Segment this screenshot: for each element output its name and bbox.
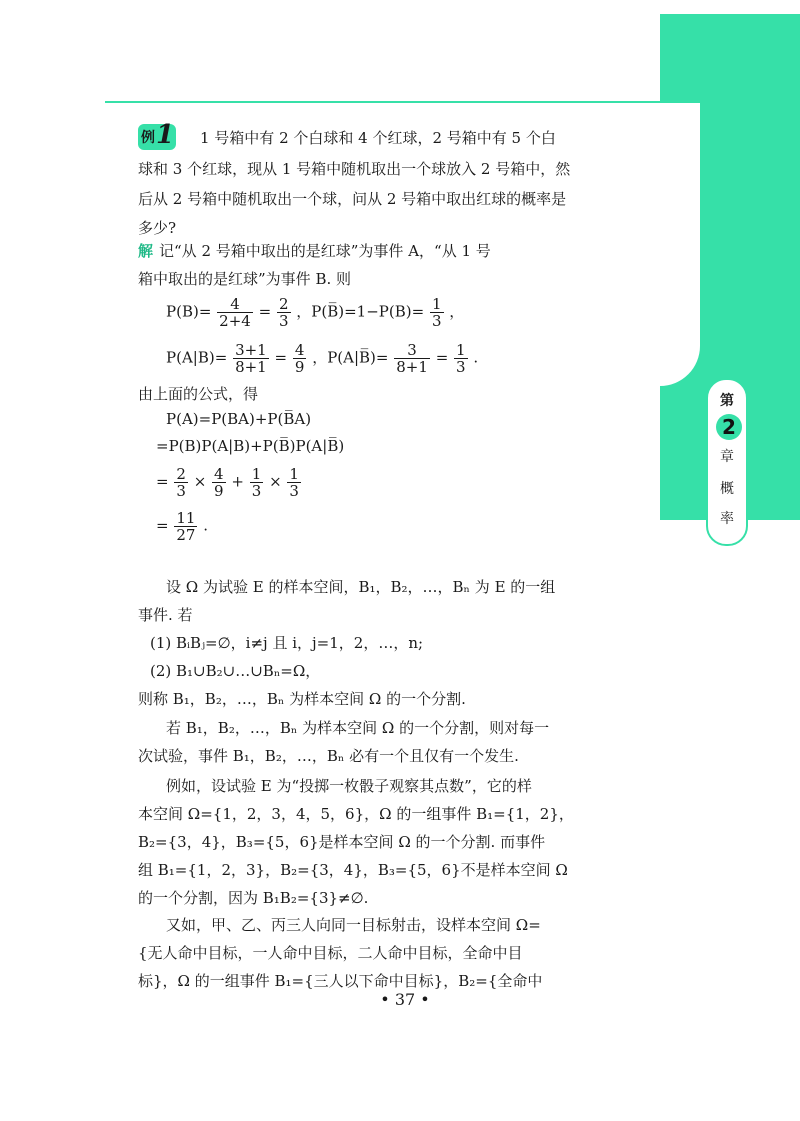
eq1-num-2: 2 [278, 295, 289, 313]
eq1-fraction-3 [430, 296, 444, 329]
calc3-times-1: × [193, 472, 207, 491]
solution-label: 解 [138, 242, 154, 260]
solution-intro-2: 箱中取出的是红球”为事件 B. 则 [138, 270, 351, 288]
chapter-tab-prefix: 第 [720, 393, 734, 409]
solution-intro-text: 记“从 2 号箱中取出的是红球”为事件 A，“从 1 号 [159, 242, 491, 260]
eq2-equals-2: = [435, 348, 449, 367]
page-corner-panel [660, 103, 700, 386]
chapter-tab-suffix: 章 [720, 449, 734, 465]
eq2-den-2: 9 [294, 358, 305, 376]
partition-def-line-2: 事件. 若 [138, 606, 193, 624]
calc3-num-2: 4 [214, 465, 224, 483]
eq2-lhs: P(A|B)= [166, 348, 228, 367]
calc3-num-4: 1 [289, 465, 299, 483]
calc4-num: 11 [176, 509, 196, 527]
calc-line-1: P(A)=P(BA)+P(B̅A) [166, 410, 312, 428]
eq2-fraction-2 [293, 342, 307, 375]
calc4-equals: = [156, 516, 169, 535]
calc3-fraction-4 [287, 466, 301, 499]
calc3-fraction-1 [174, 466, 188, 499]
eq1-den-3: 3 [431, 312, 442, 330]
eq2-fraction-3 [394, 342, 430, 375]
eq2-fraction-1 [233, 342, 269, 375]
calc3-equals: = [156, 472, 169, 491]
problem-line-1: 1 号箱中有 2 个白球和 4 个红球，2 号箱中有 5 个白 [200, 129, 556, 147]
equation-2 [166, 342, 478, 375]
example-b-line-2: {无人命中目标，一人命中目标，二人命中目标，全命中目 [138, 944, 523, 962]
eq1-equals: = [258, 302, 272, 321]
eq2-end: . [473, 348, 479, 367]
header-rule [105, 101, 660, 103]
problem-line-3: 后从 2 号箱中随机取出一个球，问从 2 号箱中取出红球的概率是 [138, 190, 567, 208]
eq1-num-3: 1 [431, 295, 442, 313]
calc4-end: . [203, 516, 209, 535]
chapter-title-char-1: 概 [720, 481, 734, 497]
formula-intro: 由上面的公式，得 [138, 385, 259, 403]
eq2-den-1: 8+1 [235, 358, 267, 376]
condition-2: (2) B₁∪B₂∪…∪Bₙ=Ω， [150, 662, 321, 680]
calc3-den-3: 3 [251, 482, 262, 500]
partition-conclusion: 则称 B₁，B₂，…，Bₙ 为样本空间 Ω 的一个分割. [138, 690, 466, 708]
eq1-lhs: P(B)= [166, 302, 212, 321]
eq2-den-4: 3 [456, 358, 466, 376]
eq1-fraction-1 [217, 296, 253, 329]
eq1-fraction-2 [277, 296, 291, 329]
equation-1 [166, 296, 464, 329]
eq1-num-1: 4 [217, 296, 253, 313]
calc3-den-4: 3 [289, 482, 299, 500]
example-a-line-2: 本空间 Ω={1，2，3，4，5，6}，Ω 的一组事件 B₁={1，2}， [138, 805, 574, 823]
eq1-den-2: 3 [278, 312, 289, 330]
calc-line-4 [156, 510, 208, 543]
example-a-line-5: 的一个分割，因为 B₁B₂={3}≠∅. [138, 889, 369, 907]
calc-line-3 [156, 466, 302, 499]
eq2-conditional: ，P(A|B̅)= [312, 348, 389, 367]
eq2-num-3: 3 [394, 342, 430, 359]
chapter-number-badge: 2 [716, 414, 742, 440]
calc3-fraction-2 [212, 466, 226, 499]
eq1-end: ， [449, 302, 465, 321]
solution-intro-1 [138, 240, 491, 261]
example-number: 1 [156, 120, 175, 150]
chapter-tab[interactable] [706, 378, 748, 546]
calc3-fraction-3 [250, 466, 264, 499]
partition-property-line-1: 若 B₁，B₂，…，Bₙ 为样本空间 Ω 的一个分割，则对每一 [166, 719, 550, 737]
example-a-line-1: 例如，设试验 E 为“投掷一枚骰子观察其点数”，它的样 [166, 777, 532, 795]
condition-1: (1) BᵢBⱼ=∅，i≠j 且 i，j=1，2，…，n; [150, 634, 424, 652]
eq2-equals: = [274, 348, 288, 367]
example-b-line-3: 标}，Ω 的一组事件 B₁={三人以下命中目标}，B₂={全命中 [138, 972, 543, 990]
eq2-num-2: 4 [294, 341, 305, 359]
page-number: • 37 • [380, 990, 430, 1009]
example-label: 例 [141, 130, 155, 146]
partition-def-line-1: 设 Ω 为试验 E 的样本空间，B₁，B₂，…，Bₙ 为 E 的一组 [166, 578, 556, 596]
calc3-num-3: 1 [251, 465, 262, 483]
example-a-line-4: 组 B₁={1，2，3}，B₂={3，4}，B₃={5，6}不是样本空间 Ω [138, 861, 568, 879]
calc4-den: 27 [176, 526, 196, 544]
partition-property-line-2: 次试验，事件 B₁，B₂，…，Bₙ 必有一个且仅有一个发生. [138, 747, 519, 765]
calc3-num-1: 2 [176, 465, 186, 483]
eq2-den-3: 8+1 [396, 358, 428, 376]
calc-line-2: =P(B)P(A|B)+P(B̅)P(A|B̅) [156, 437, 345, 455]
eq1-complement: ，P(B̅)=1−P(B)= [296, 302, 425, 321]
calc3-times-2: × [269, 472, 282, 491]
example-b-line-1: 又如，甲、乙、丙三人向同一目标射击，设样本空间 Ω= [166, 916, 541, 934]
calc3-den-2: 9 [214, 482, 224, 500]
eq2-num-4: 1 [456, 341, 466, 359]
chapter-title-char-2: 率 [720, 511, 734, 527]
eq2-num-1: 3+1 [235, 341, 267, 359]
calc4-fraction [174, 510, 197, 543]
example-badge [138, 120, 176, 150]
problem-line-2: 球和 3 个红球，现从 1 号箱中随机取出一个球放入 2 号箱中，然 [138, 160, 571, 178]
example-a-line-3: B₂={3，4}，B₃={5，6}是样本空间 Ω 的一个分割. 而事件 [138, 833, 546, 851]
problem-line-4: 多少? [138, 219, 177, 237]
calc3-plus: + [231, 472, 244, 491]
eq2-fraction-4 [454, 342, 468, 375]
calc3-den-1: 3 [176, 482, 186, 500]
eq1-den-1: 2+4 [219, 312, 251, 330]
